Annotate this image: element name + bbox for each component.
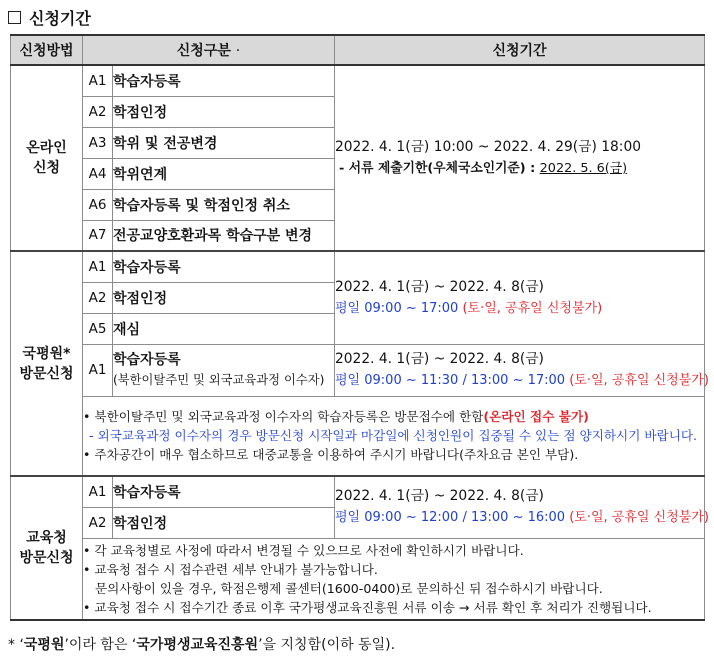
category-name: 학습자등록 xyxy=(113,65,335,96)
period-online-main: 2022. 4. 1(금) 10:00 ~ 2022. 4. 29(금) 18:00 xyxy=(335,139,642,155)
category-name: 전공교양호환과목 학습구분 변경 xyxy=(113,220,335,251)
period-nile-1 xyxy=(335,251,705,344)
category-code: A4 xyxy=(83,158,113,189)
period-online xyxy=(335,65,705,251)
table-row xyxy=(11,476,705,507)
category-name-sub: (북한이탈주민 및 외국교육과정 이수자) xyxy=(113,373,325,387)
notes-nile xyxy=(83,396,705,476)
footnote-suffix: ’을 지칭함(이하 동일). xyxy=(258,637,396,653)
footnote-middle: ’이라 함은 ‘ xyxy=(64,637,137,653)
header-period: 신청기간 xyxy=(335,35,705,65)
table-row xyxy=(11,344,705,396)
table-row xyxy=(11,65,705,96)
category-code: A2 xyxy=(83,507,113,538)
category-name: 학위연계 xyxy=(113,158,335,189)
category-name: 학위 및 전공변경 xyxy=(113,127,335,158)
period-nile-2 xyxy=(335,344,709,396)
category-name: 학점인정 xyxy=(113,96,335,127)
category-name: 학습자등록 및 학점인정 취소 xyxy=(113,189,335,220)
category-name: 학습자등록 xyxy=(113,476,335,507)
footnote-prefix: * ‘ xyxy=(8,637,24,653)
period-office-hours: 평일 09:00 ~ 12:00 / 13:00 ~ 16:00 xyxy=(335,510,570,526)
note-item: - 외국교육과정 이수자의 경우 방문신청 시작일과 마감일에 신청인원이 집중될 수 있는 점 양지하시기 바랍니다. xyxy=(89,428,698,444)
category-code: A6 xyxy=(83,189,113,220)
header-category-label: 신청구분 xyxy=(176,43,231,59)
note-item: • 각 교육청별로 사정에 따라서 변경될 수 있으므로 사전에 확인하시기 바랍니다. xyxy=(83,542,524,558)
section-title-text: 신청기간 xyxy=(29,8,91,28)
footnote-term2: 국가평생교육진흥원 xyxy=(136,637,259,653)
period-online-note xyxy=(335,158,704,180)
footnote-term1: 국평원 xyxy=(23,637,65,653)
period-nile-1-hours: 평일 09:00 ~ 17:00 xyxy=(335,300,463,316)
header-category xyxy=(83,35,335,65)
category-code: A2 xyxy=(83,96,113,127)
period-nile-2-closed: (토·일, 공휴일 신청불가) xyxy=(569,373,709,388)
section-title xyxy=(8,4,91,30)
period-office xyxy=(335,476,709,538)
notes-office xyxy=(83,538,705,620)
table-row xyxy=(11,538,705,620)
checkbox-square-icon xyxy=(8,11,21,24)
category-name: 재심 xyxy=(113,313,335,344)
note-text: • 북한이탈주민 및 외국교육과정 이수자의 학습자등록은 방문접수에 한함 xyxy=(83,409,484,425)
period-nile-1-main: 2022. 4. 1(금) ~ 2022. 4. 8(금) xyxy=(335,278,544,295)
table-row xyxy=(11,396,705,476)
note-item: • 교육청 접수 시 접수관련 세부 안내가 불가능합니다. xyxy=(83,561,378,577)
category-code: A3 xyxy=(83,127,113,158)
application-period-table xyxy=(10,34,709,621)
period-online-note-date: 2022. 5. 6(금) xyxy=(539,161,628,176)
period-nile-2-hours: 평일 09:00 ~ 11:30 / 13:00 ~ 17:00 xyxy=(335,373,570,388)
note-text-red: (온라인 접수 불가) xyxy=(483,409,589,425)
category-name: 학점인정 xyxy=(113,282,335,313)
method-nile-line1: 국평원* xyxy=(22,345,71,362)
note-item: 문의사항이 있을 경우, 학점은행제 콜센터(1600-0400)로 문의하신 뒤 접수하시기 바랍니다. xyxy=(95,580,603,596)
category-name-main: 학습자등록 xyxy=(113,352,181,368)
period-nile-2-main: 2022. 4. 1(금) ~ 2022. 4. 8(금) xyxy=(335,351,544,367)
method-online-line2: 신청 xyxy=(32,160,61,176)
category-name: 학습자등록 xyxy=(113,251,335,282)
footnote xyxy=(8,634,395,654)
category-name xyxy=(113,344,335,396)
category-code: A1 xyxy=(83,476,113,507)
note-item: • 주차공간이 매우 협소하므로 대중교통을 이용하여 주시기 바랍니다(주차요금 본인 부담). xyxy=(83,447,579,463)
method-nile xyxy=(11,251,83,476)
category-code: A7 xyxy=(83,220,113,251)
category-code: A2 xyxy=(83,282,113,313)
method-online xyxy=(11,65,83,251)
category-code: A1 xyxy=(83,65,113,96)
note-item: • 교육청 접수 시 접수기간 종료 이후 국가평생교육진흥원 서류 이송 → 서류 확인 후 처리가 진행됩니다. xyxy=(83,599,652,615)
header-method: 신청방법 xyxy=(11,35,83,65)
table-row xyxy=(11,251,705,282)
method-nile-line2: 방문신청 xyxy=(19,365,74,382)
period-office-main: 2022. 4. 1(금) ~ 2022. 4. 8(금) xyxy=(335,488,544,505)
category-code: A1 xyxy=(83,344,113,396)
method-office-line1: 교육청 xyxy=(26,530,67,546)
category-code: A5 xyxy=(83,313,113,344)
period-nile-1-closed: (토·일, 공휴일 신청불가) xyxy=(462,300,603,316)
category-name: 학점인정 xyxy=(113,507,335,538)
method-office-line2: 방문신청 xyxy=(19,550,74,566)
note-item xyxy=(83,407,704,426)
header-category-dot: · xyxy=(235,43,241,59)
method-office xyxy=(11,476,83,620)
period-office-closed: (토·일, 공휴일 신청불가) xyxy=(569,510,709,526)
period-online-note-prefix: - 서류 제출기한(우체국소인기준) : xyxy=(339,161,540,176)
table-header-row xyxy=(11,35,705,65)
method-online-line1: 온라인 xyxy=(26,140,67,156)
category-code: A1 xyxy=(83,251,113,282)
